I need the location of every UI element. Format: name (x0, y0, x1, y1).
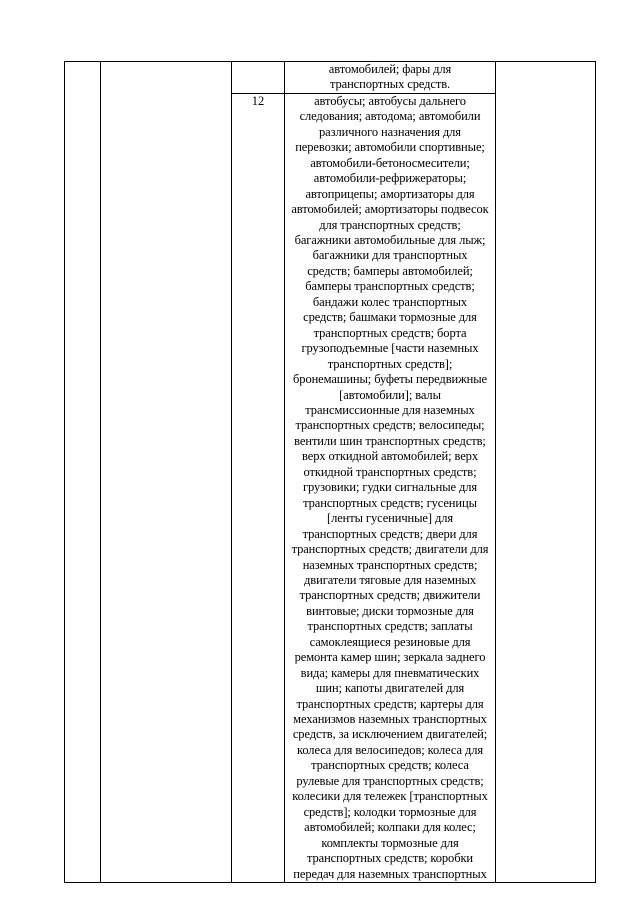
goods-text-line: транспортных средств. (329, 77, 451, 92)
goods-text-line: транспортных средств; картеры для (296, 696, 484, 711)
goods-text-line: откидной транспортных средств; (303, 464, 477, 479)
goods-text-line: багажники автомобильные для лыж; (294, 232, 486, 247)
goods-text-line: автобусы; автобусы дальнего (314, 93, 466, 108)
goods-text-line: автомобилей; фары для (328, 62, 452, 76)
goods-text-line: различного назначения для (319, 124, 461, 139)
classification-table (64, 61, 596, 883)
goods-text-line: [автомобили]; валы (339, 387, 441, 402)
class-number-cell (232, 62, 285, 94)
goods-text-line: транспортных средств]; (327, 356, 453, 371)
description-cell (101, 62, 232, 883)
goods-text-line: ремонта камер шин; зеркала заднего (294, 650, 486, 665)
table-row (65, 62, 596, 94)
goods-text-line: грузоподъемные [части наземных (301, 341, 479, 356)
goods-text-line: винтовые; диски тормозные для (306, 603, 474, 618)
goods-text-line: наземных транспортных средств; (302, 557, 478, 572)
goods-text-line: транспортных средств; заплаты (307, 619, 473, 634)
goods-text-line: [ленты гусеничные] для (327, 511, 453, 526)
goods-text-line: двигатели тяговые для наземных (304, 572, 476, 587)
goods-text-line: багажники для транспортных (312, 248, 468, 263)
goods-text-line: автомобили-бетоносмесители; (310, 155, 470, 170)
goods-text-line: вида; камеры для пневматических (300, 665, 480, 680)
goods-text-line: автоприцепы; амортизаторы для (305, 186, 475, 201)
goods-text-line: трансмиссионные для наземных (305, 402, 475, 417)
goods-text-line: транспортных средств; борта (313, 325, 467, 340)
goods-text-line: автомобилей; амортизаторы подвесок (291, 202, 489, 217)
goods-text-line: бронемашины; буфеты передвижные (293, 372, 487, 387)
goods-text-line: средств]; колодки тормозные для (303, 804, 477, 819)
goods-text-line: автомобилей; колпаки для колес; (304, 820, 476, 835)
goods-text-line: следования; автодома; автомобили (299, 109, 481, 124)
goods-text-line: комплекты тормозные для (321, 835, 459, 850)
goods-cell (285, 62, 496, 94)
goods-text-line: транспортных средств; велосипеды; (295, 418, 485, 433)
goods-text-line: бамперы транспортных средств; (305, 279, 475, 294)
goods-text-line: автомобили-рефрижераторы; (313, 171, 467, 186)
goods-text-line: перевозки; автомобили спортивные; (295, 140, 485, 155)
goods-text-line: для транспортных средств; (319, 217, 461, 232)
goods-text-line: колесики для тележек [транспортных (292, 789, 488, 804)
goods-text-line: транспортных средств; гусеницы (303, 495, 477, 510)
goods-text-line: передач для наземных транспортных (293, 866, 487, 881)
goods-cell (285, 93, 496, 882)
class-number-cell: 12 (232, 93, 285, 882)
goods-text-line: средств; башмаки тормозные для (303, 310, 477, 325)
goods-text-line: транспортных средств; двери для (302, 526, 478, 541)
notes-cell (496, 62, 596, 883)
goods-text-line: транспортных средств; движители (299, 588, 481, 603)
goods-text-line: самоклеящиеся резиновые для (309, 634, 471, 649)
goods-text-line: шин; капоты двигателей для (315, 681, 465, 696)
goods-text-line: транспортных средств; двигатели для (291, 542, 489, 557)
goods-text-line: средств, за исключением двигателей; (292, 727, 488, 742)
goods-text-line: рулевые для транспортных средств; (296, 773, 484, 788)
goods-text-line: транспортных средств; коробки (306, 851, 474, 866)
goods-text-line: грузовики; гудки сигнальные для (302, 480, 478, 495)
goods-text-line: верх откидной автомобилей; верх (302, 449, 478, 464)
goods-text-line: транспортных средств; колеса (311, 758, 469, 773)
goods-text-line: механизмов наземных транспортных (293, 712, 487, 727)
goods-text-line: бандажи колес транспортных (312, 294, 468, 309)
index-cell (65, 62, 101, 883)
goods-text-line: средств; бамперы автомобилей; (307, 263, 473, 278)
goods-text-line: колеса для велосипедов; колеса для (296, 742, 483, 757)
goods-text-line: вентили шин транспортных средств; (294, 433, 486, 448)
